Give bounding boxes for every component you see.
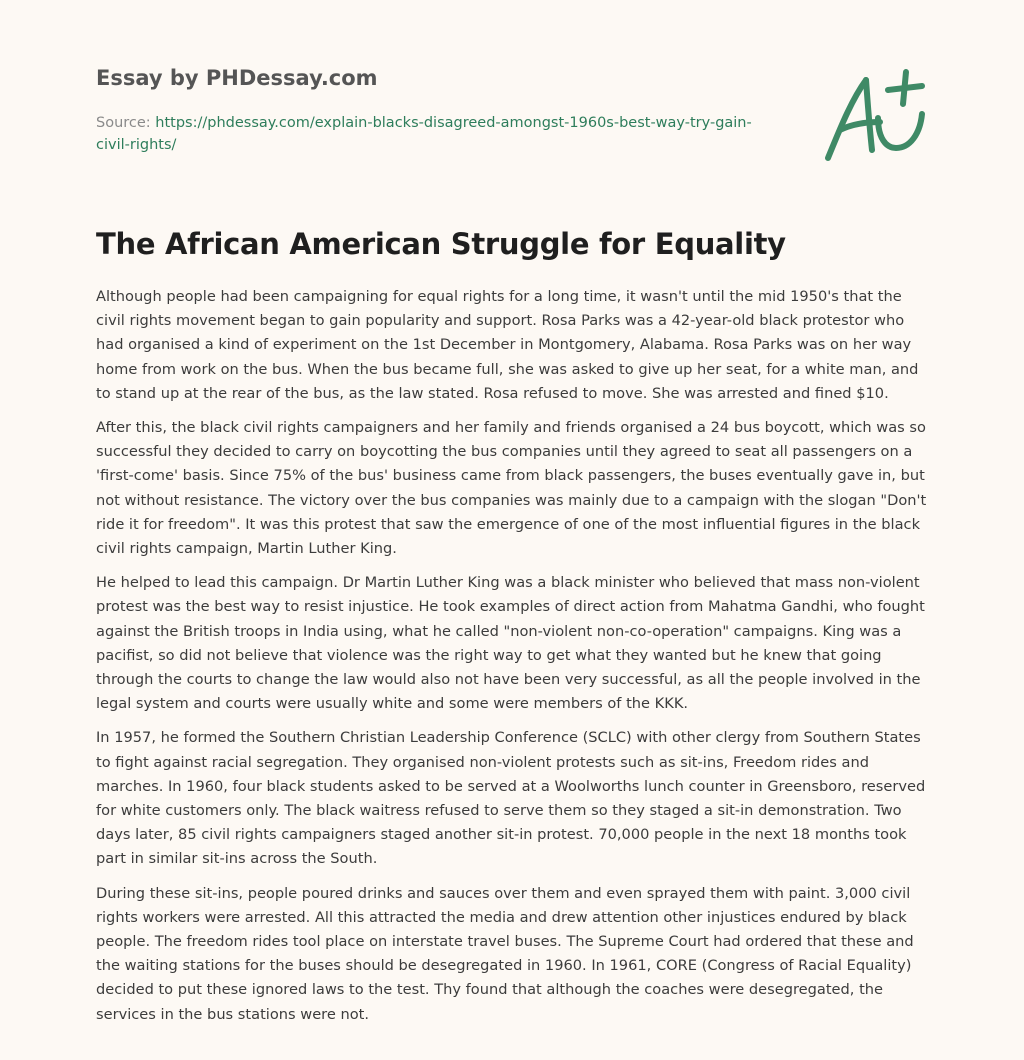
source-label: Source: [96, 115, 151, 131]
essay-paragraph: He helped to lead this campaign. Dr Martin Luther King was a black minister who believed that mass non-violent protest was the best way to resist injustice. He took examples of direct action from Mahatma Gandhi, who fought against the British troops in India using, what he called "non-violent non-co-operation" campaigns. King was a pacifist, so did not believe that violence was the right way to get what they wanted but he knew that going through the courts to change the law would also not have been very successful, as all the people involved in the legal system and courts were usually white and some were members of the KKK. [96, 574, 925, 713]
essay-body [96, 285, 930, 1037]
source-line [96, 112, 756, 156]
essay-title: The African American Struggle for Equality [96, 227, 786, 261]
essay-paragraph: During these sit-ins, people poured drinks and sauces over them and even sprayed them with paint. 3,000 civil rights workers were arrested. All this attracted the media and drew attention other injustices endured by black people. The freedom rides tool place on interstate travel buses. The Supreme Court had ordered that these and the waiting stations for the buses should be desegregated in 1960. In 1961, CORE (Congress of Racial Equality) decided to put these ignored laws to the test. Thy found that although the coaches were desegregated, the services in the bus stations were not. [96, 884, 914, 1023]
essay-paragraph: In 1957, he formed the Southern Christian Leadership Conference (SCLC) with other clergy from Southern States to fight against racial segregation. They organised non-violent protests such as sit-ins, Freedom rides and marches. In 1960, four black students asked to be served at a Woolworths lunch counter in Greensboro, reserved for white customers only. The black waitress refused to serve them so they staged a sit-in demonstration. Two days later, 85 civil rights campaigners staged another sit-in protest. 70,000 people in the next 18 months took part in similar sit-ins across the South. [96, 729, 926, 868]
essay-paragraph: After this, the black civil rights campaigners and her family and friends organised a 24 bus boycott, which was so successful they decided to carry on boycotting the bus companies until they agreed to seat all passengers on a 'first-come' basis. Since 75% of the bus' business came from black passengers, the buses eventually gave in, but not without resistance. The victory over the bus companies was mainly due to a campaign with the slogan "Don't ride it for freedom". It was this protest that saw the emergence of one of the most influential figures in the black civil rights campaign, Martin Luther King. [96, 419, 927, 558]
document-header [96, 64, 756, 156]
source-link[interactable]: https://phdessay.com/explain-blacks-disagreed-amongst-1960s-best-way-try-gain-civil-rights/ [96, 115, 752, 153]
essay-paragraph: Although people had been campaigning for equal rights for a long time, it wasn't until the mid 1950's that the civil rights movement began to gain popularity and support. Rosa Parks was a 42-year-old black protestor who had organised a kind of experiment on the 1st December in Montgomery, Alabama. Rosa Parks was on her way home from work on the bus. When the bus became full, she was asked to give up her seat, for a white man, and to stand up at the rear of the bus, as the law stated. Rosa refused to move. She was arrested and fined $10. [96, 288, 919, 402]
a-plus-logo-icon [822, 68, 928, 164]
site-title: Essay by PHDessay.com [96, 66, 378, 90]
